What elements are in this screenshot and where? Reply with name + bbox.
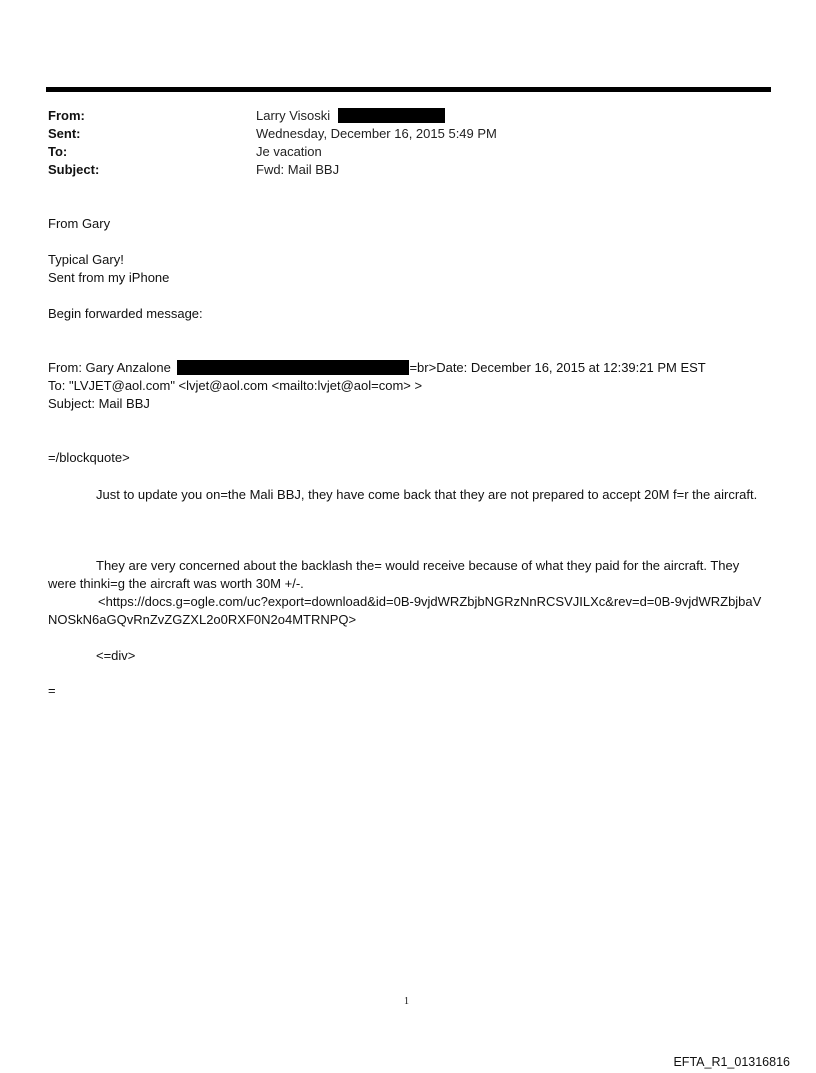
body-line: From Gary bbox=[48, 216, 111, 231]
document-id: EFTA_R1_01316816 bbox=[673, 1055, 790, 1069]
redaction-block bbox=[177, 360, 409, 375]
to-value: Je vacation bbox=[256, 144, 322, 159]
body-line: Typical Gary! bbox=[48, 252, 124, 267]
subject-label: Subject: bbox=[48, 162, 100, 177]
from-name: Larry Visoski bbox=[256, 108, 331, 123]
document-link[interactable]: <https://docs.g=ogle.com/uc?export=download&id=0B-9vjdWRZbjbNGRzNnRCSVJILXc&rev=d=0B-9vjdWRZbjbaVNOSkN6aGQvRnZvZGZXL2o0RXF0N2o4MTRNPQ> bbox=[48, 594, 762, 627]
eq-line: = bbox=[48, 683, 56, 698]
forwarded-subject-line: Subject: Mail BBJ bbox=[48, 396, 150, 411]
from-label: From: bbox=[48, 108, 85, 123]
page-number: 1 bbox=[404, 996, 409, 1007]
body-line: Sent from my iPhone bbox=[48, 270, 170, 285]
from-value bbox=[256, 108, 445, 123]
div-line: <=div> bbox=[96, 648, 136, 663]
blockquote-line: =/blockquote> bbox=[48, 450, 130, 465]
forwarded-to-line: To: "LVJET@aol.com" <lvjet@aol.com <mailto:lvjet@aol=com> > bbox=[48, 378, 423, 393]
forwarded-date: =br>Date: December 16, 2015 at 12:39:21 PM EST bbox=[409, 360, 706, 375]
sent-value: Wednesday, December 16, 2015 5:49 PM bbox=[256, 126, 497, 141]
sent-label: Sent: bbox=[48, 126, 81, 141]
forwarded-from-line bbox=[48, 360, 706, 375]
paragraph: They are very concerned about the backlash the= would receive because of what they paid for the aircraft. They were thinki=g the aircraft was worth 30M +/-. bbox=[48, 558, 740, 591]
paragraph: Just to update you on=the Mali BBJ, they have come back that they are not prepared to accept 20M f=r the aircraft. bbox=[96, 487, 758, 502]
redaction-block bbox=[338, 108, 445, 123]
header-rule bbox=[46, 87, 771, 92]
to-label: To: bbox=[48, 144, 68, 159]
forwarded-from-prefix: From: Gary Anzalone bbox=[48, 360, 171, 375]
subject-value: Fwd: Mail BBJ bbox=[256, 162, 340, 177]
body-line: Begin forwarded message: bbox=[48, 306, 203, 321]
